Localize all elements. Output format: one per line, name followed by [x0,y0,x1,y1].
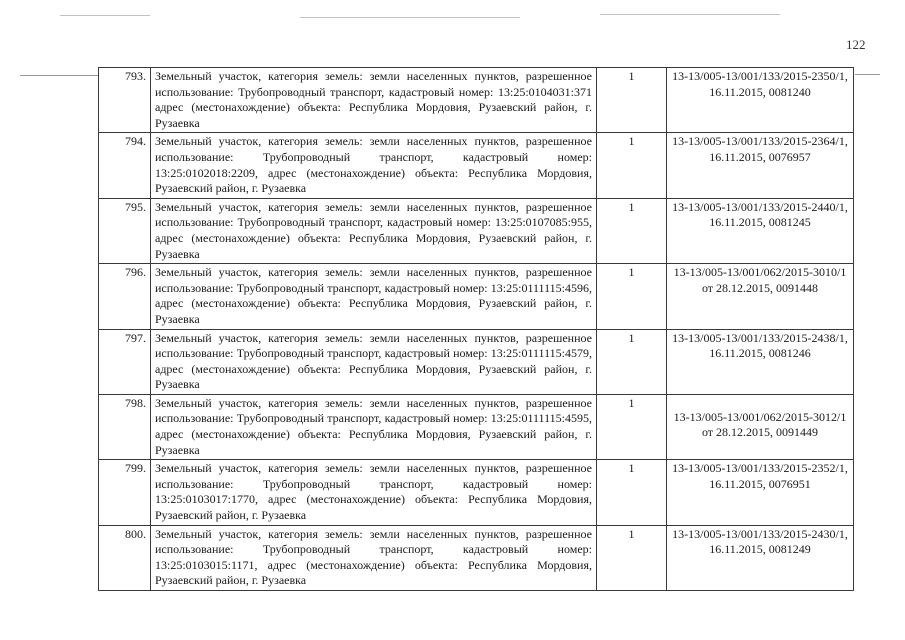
scan-artifact [60,15,150,16]
table-row [99,133,854,198]
row-registration: 13-13/005-13/001/062/2015-3012/1 от 28.12.2015, 0091449 [673,409,847,440]
row-description: Земельный участок, категория земель: земли населенных пунктов, разрешенное использование: Трубопроводный транспорт, кадастровый номер: 13:25:0111115:4596, адрес (местонахождение) объекта: Республика Мордовия, Рузаевский район, г. Рузаевка [151,264,597,329]
row-registration-cell [667,329,854,394]
row-description: Земельный участок, категория земель: земли населенных пунктов, разрешенное использование: Трубопроводный транспорт, кадастровый номер: 13:25:0104031:371 адрес (местонахождение) объекта: Республика Мордовия, Рузаевский район, г. Рузаевка [151,68,597,133]
row-registration: 13-13/005-13/001/133/2015-2438/1, 16.11.2015, 0081246 [672,330,848,361]
table-row [99,68,854,133]
row-number: 794. [99,133,151,198]
row-number: 793. [99,68,151,133]
row-registration: 13-13/005-13/001/133/2015-2352/1, 16.11.2015, 0076951 [672,461,848,491]
row-quantity: 1 [597,329,667,394]
scan-artifact [855,74,880,75]
row-registration: 13-13/005-13/001/133/2015-2440/1, 16.11.2015, 0081245 [672,199,848,230]
row-quantity: 1 [597,460,667,525]
row-registration: 13-13/005-13/001/133/2015-2364/1, 16.11.2015, 0076957 [672,134,848,164]
scan-artifact [300,17,520,18]
table-row [99,264,854,329]
row-quantity: 1 [597,264,667,329]
row-description: Земельный участок, категория земель: земли населенных пунктов, разрешенное использование: Трубопроводный транспорт, кадастровый номер: 13:25:0107085:955, адрес (местонахождение) объекта: Республика Мордовия, Рузаевский район, г. Рузаевка [151,198,597,263]
table-row [99,198,854,263]
row-number: 799. [99,460,151,525]
row-quantity: 1 [597,133,667,198]
row-registration-cell [667,68,854,133]
row-registration-cell [667,525,854,590]
row-quantity: 1 [597,525,667,590]
scan-artifact [600,14,780,15]
row-registration: 13-13/005-13/001/133/2015-2430/1, 16.11.2015, 0081249 [672,526,848,557]
row-registration-cell [667,394,854,459]
row-number: 795. [99,198,151,263]
row-registration-cell [667,198,854,263]
row-number: 796. [99,264,151,329]
row-registration: 13-13/005-13/001/062/2015-3010/1 от 28.12.2015, 0091448 [673,265,847,295]
row-number: 800. [99,525,151,590]
row-description: Земельный участок, категория земель: земли населенных пунктов, разрешенное использование: Трубопроводный транспорт, кадастровый номер: 13:25:0102018:2209, адрес (местонахождение) объекта: Республика Мордовия, Рузаевский район, г. Рузаевка [151,133,597,198]
table-row [99,329,854,394]
row-quantity: 1 [597,394,667,459]
row-number: 798. [99,394,151,459]
row-registration: 13-13/005-13/001/133/2015-2350/1, 16.11.2015, 0081240 [672,69,848,99]
row-description: Земельный участок, категория земель: земли населенных пунктов, разрешенное использование: Трубопроводный транспорт, кадастровый номер: 13:25:0111115:4595, адрес (местонахождение) объекта: Республика Мордовия, Рузаевский район, г. Рузаевка [151,394,597,459]
row-number: 797. [99,329,151,394]
row-registration-cell [667,460,854,525]
registry-table-body [99,68,854,591]
scan-artifact [20,75,98,76]
page-number: 122 [846,37,866,52]
row-description: Земельный участок, категория земель: земли населенных пунктов, разрешенное использование: Трубопроводный транспорт, кадастровый номер: 13:25:0111115:4579, адрес (местонахождение) объекта: Республика Мордовия, Рузаевский район, г. Рузаевка [151,329,597,394]
row-quantity: 1 [597,198,667,263]
table-row [99,525,854,590]
row-registration-cell [667,264,854,329]
registry-table [98,67,854,591]
table-row [99,394,854,459]
row-registration-cell [667,133,854,198]
row-description: Земельный участок, категория земель: земли населенных пунктов, разрешенное использование: Трубопроводный транспорт, кадастровый номер: 13:25:0103015:1171, адрес (местонахождение) объекта: Республика Мордовия, Рузаевский район, г. Рузаевка [151,525,597,590]
table-row [99,460,854,525]
row-description: Земельный участок, категория земель: земли населенных пунктов, разрешенное использование: Трубопроводный транспорт, кадастровый номер: 13:25:0103017:1770, адрес (местонахождение) объекта: Республика Мордовия, Рузаевский район, г. Рузаевка [151,460,597,525]
row-quantity: 1 [597,68,667,133]
